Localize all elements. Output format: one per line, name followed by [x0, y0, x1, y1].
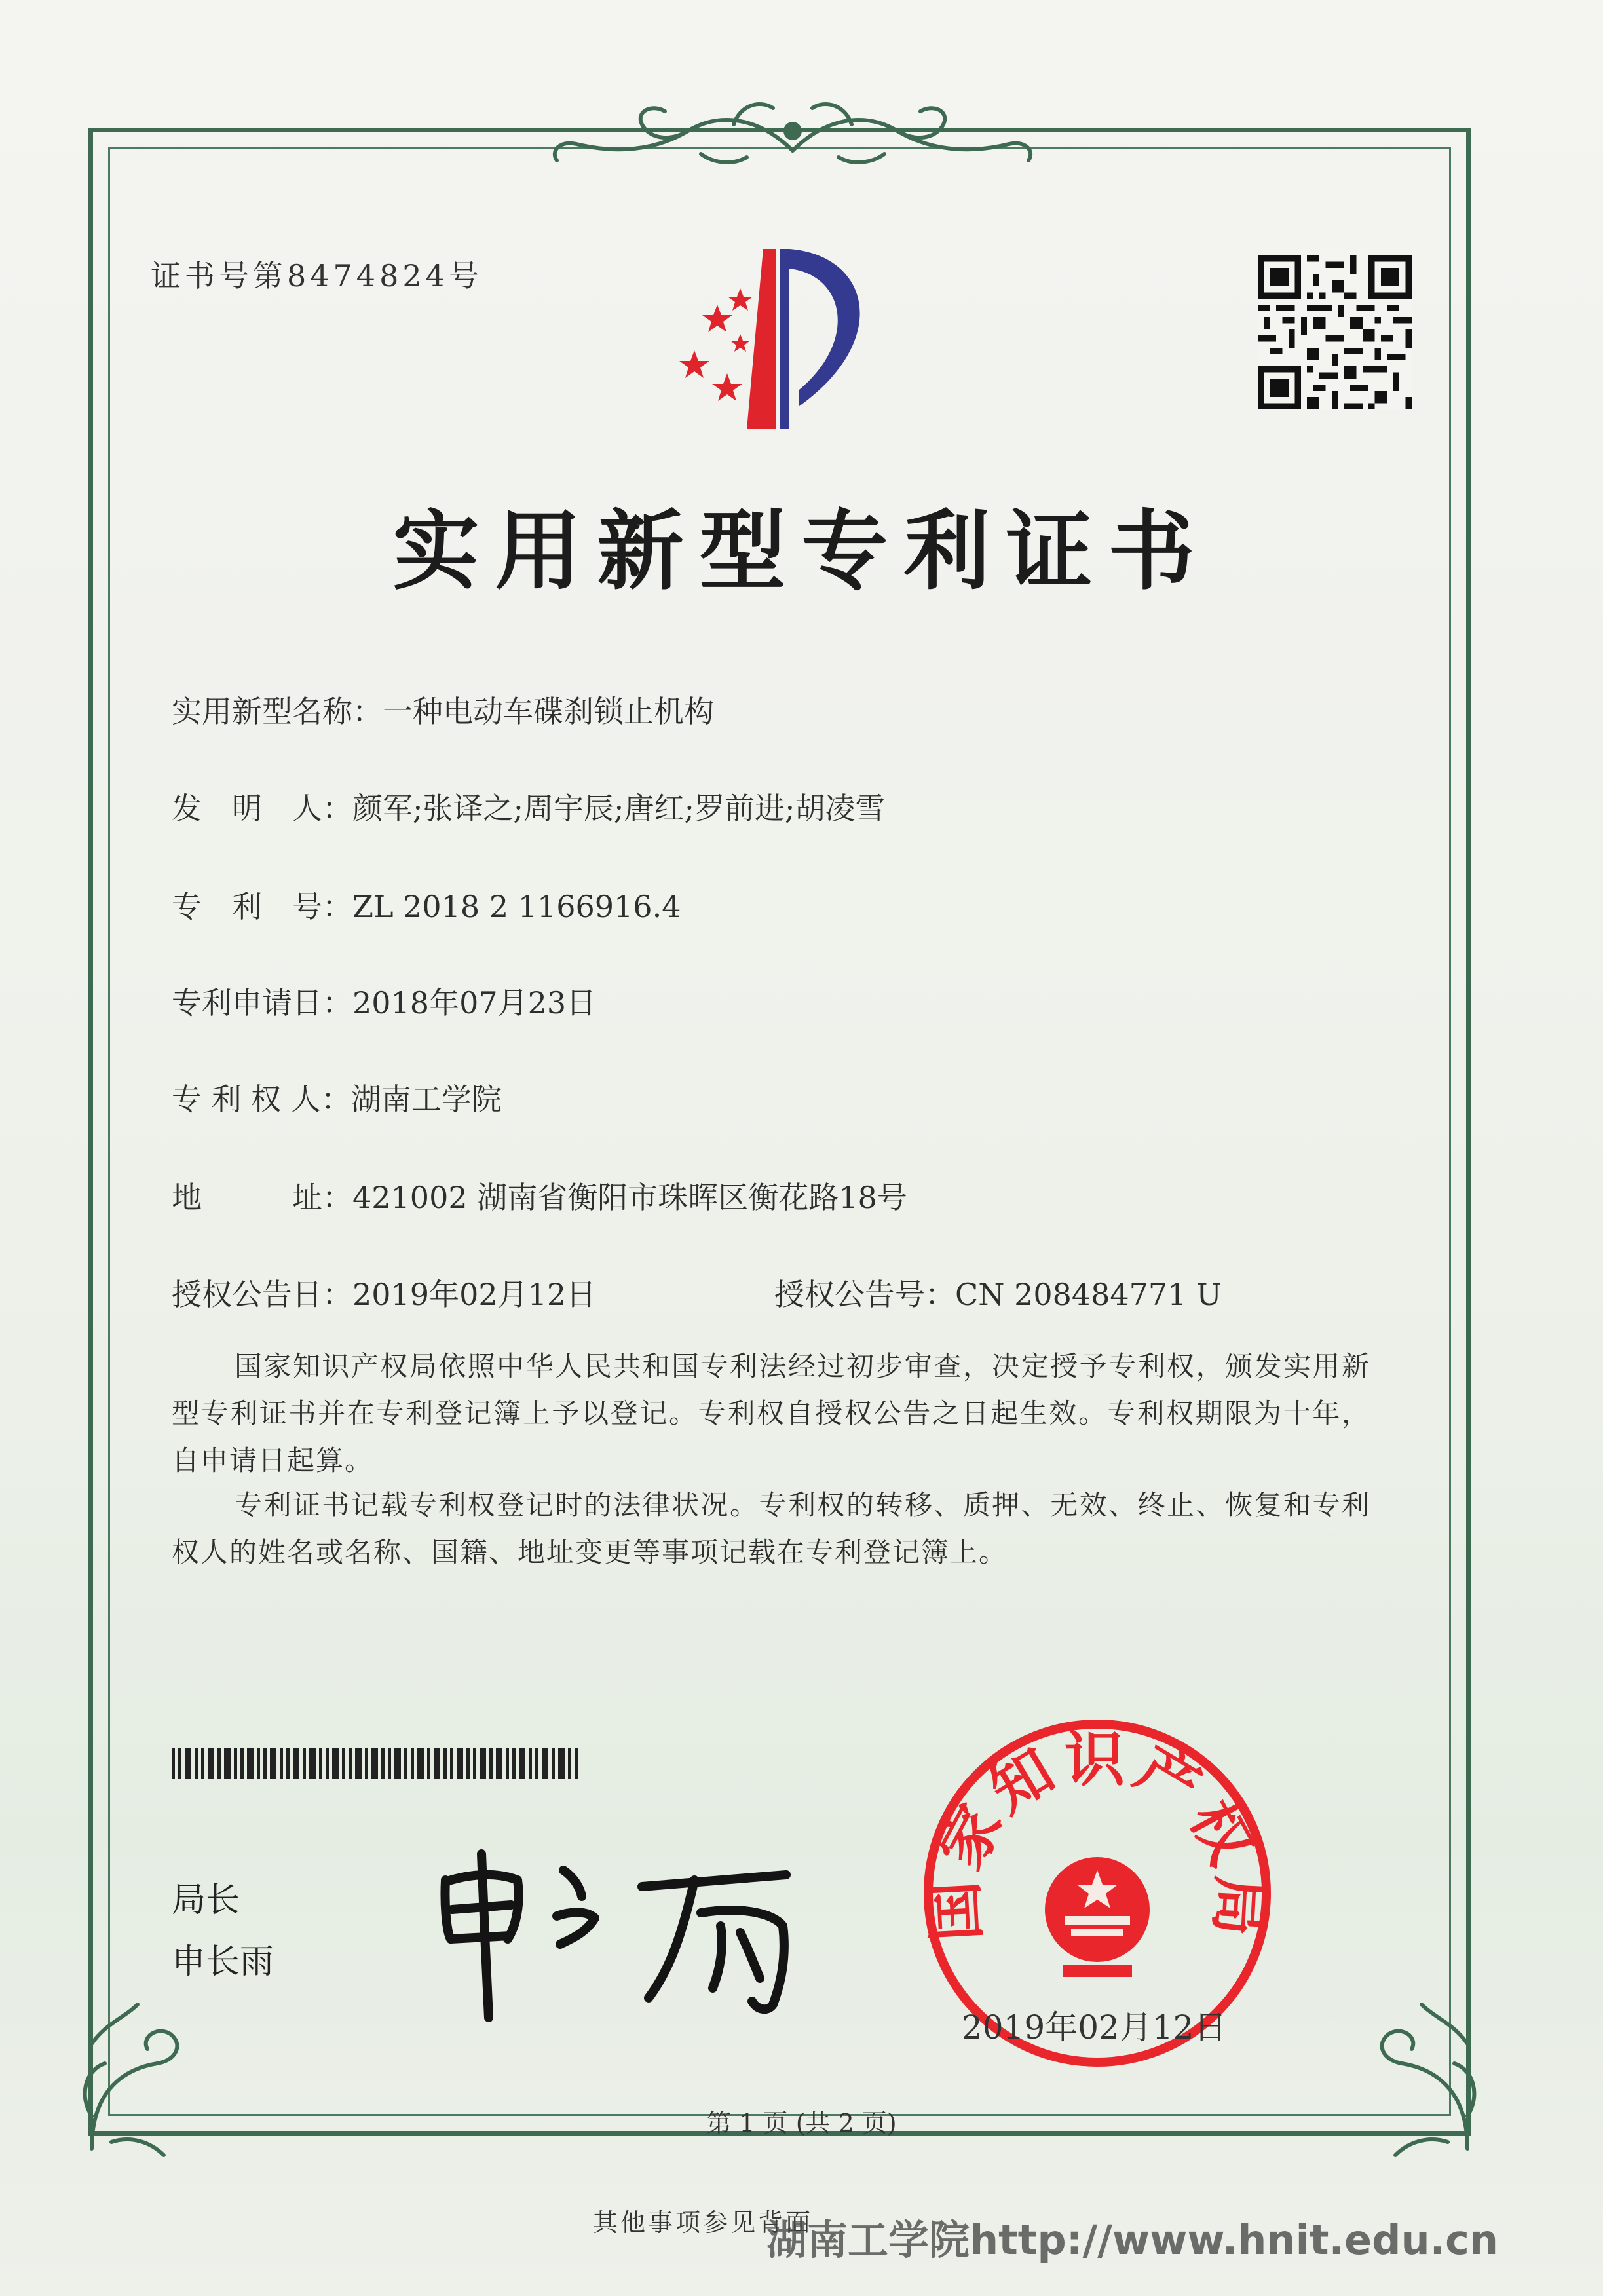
- application-date-value: 2018年07月23日: [352, 985, 597, 1021]
- patent-number-label: 专 利 号：: [172, 889, 352, 924]
- seal-text: 国家知识产权局: [918, 1724, 1276, 1944]
- grant-date-value: 2019年02月12日: [352, 1277, 597, 1312]
- patent-holder-label: 专 利 权 人：: [172, 1082, 351, 1117]
- grant-number-row: [774, 1271, 1222, 1314]
- grant-date-row: [172, 1271, 596, 1314]
- grant-number-label: 授权公告号：: [774, 1277, 955, 1312]
- inventor-value: 颜军;张译之;周宇辰;唐红;罗前进;胡凌雪: [352, 791, 886, 826]
- top-ornament-icon: [537, 92, 1048, 170]
- application-date-row: [172, 979, 596, 1023]
- seal-date: 2019年02月12日: [962, 2008, 1227, 2046]
- body-paragraph-1: 国家知识产权局依照中华人民共和国专利法经过初步审查，决定授予专利权，颁发实用新型专利证书并在专利登记簿上予以登记。专利权自授权公告之日起生效。专利权期限为十年，自申请日起算。: [172, 1350, 1370, 1477]
- website-watermark: 湖南工学院http://www.hnit.edu.cn: [766, 2216, 1499, 2264]
- director-name: 申长雨: [172, 1942, 274, 1982]
- inventor-label: 发 明 人：: [172, 791, 352, 826]
- application-date-label: 专利申请日：: [172, 985, 352, 1021]
- director-signature-icon: [432, 1841, 799, 2024]
- patent-holder-value: 湖南工学院: [350, 1082, 502, 1117]
- cnipa-logo-icon: [655, 242, 904, 439]
- barcode-icon: [172, 1748, 578, 1779]
- page-number: 第 1 页 (共 2 页): [706, 2109, 897, 2137]
- utility-model-name-row: [172, 688, 714, 731]
- address-value: 421002 湖南省衡阳市珠晖区衡花路18号: [352, 1180, 907, 1215]
- utility-model-name-label: 实用新型名称：: [172, 694, 383, 729]
- certificate-title: 实用新型专利证书: [392, 501, 1211, 602]
- utility-model-name-value: 一种电动车碟刹锁止机构: [383, 694, 714, 729]
- certificate-number: 证书号第8474824号: [151, 258, 483, 293]
- address-label: 地 址：: [172, 1180, 352, 1215]
- grant-date-label: 授权公告日：: [172, 1277, 352, 1312]
- qr-code-icon: [1258, 255, 1412, 409]
- inventor-row: [172, 785, 886, 828]
- body-paragraph-2: 专利证书记载专利权登记时的法律状况。专利权的转移、质押、无效、终止、恢复和专利权人的姓名或名称、国籍、地址变更等事项记载在专利登记簿上。: [172, 1489, 1370, 1568]
- patent-number-value: ZL 2018 2 1166916.4: [352, 889, 681, 924]
- address-row: [172, 1174, 907, 1217]
- patent-number-row: [172, 883, 681, 926]
- patent-holder-row: [172, 1076, 502, 1119]
- grant-number-value: CN 208484771 U: [955, 1277, 1222, 1312]
- director-title: 局长: [172, 1881, 240, 1920]
- back-page-note: 其他事项参见背面: [593, 2208, 814, 2237]
